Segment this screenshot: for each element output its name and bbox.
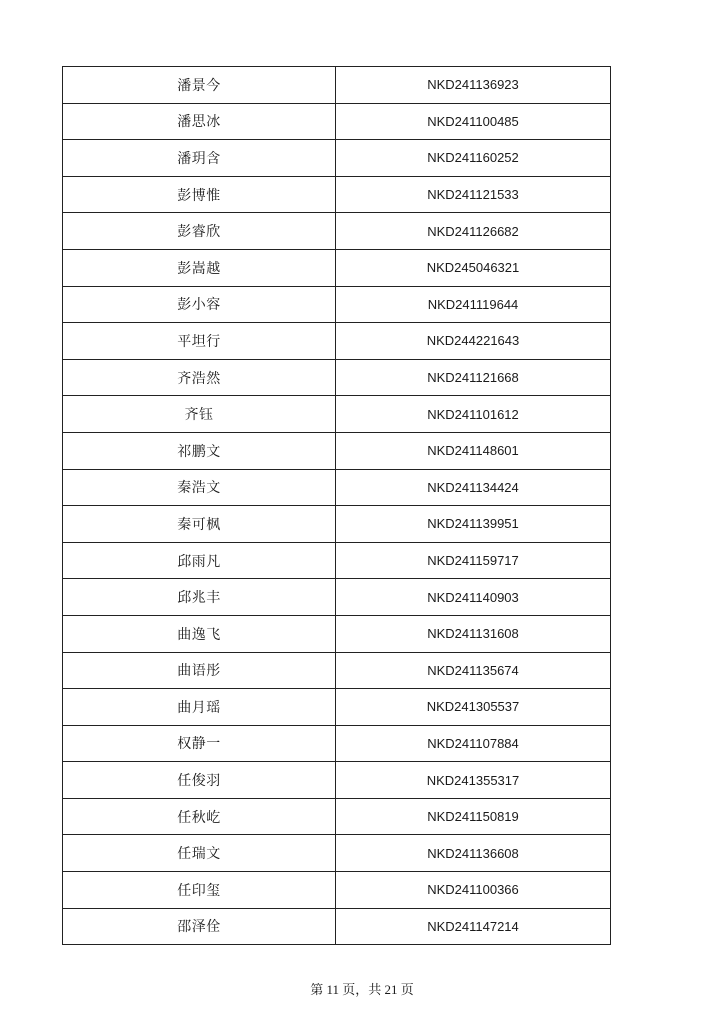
name-cell: 任秋屹: [63, 798, 336, 835]
id-cell: NKD241134424: [336, 469, 611, 506]
id-cell: NKD241100485: [336, 103, 611, 140]
name-cell: 任印玺: [63, 872, 336, 909]
table-row: [63, 615, 611, 652]
name-cell: 潘思冰: [63, 103, 336, 140]
table-row: [63, 762, 611, 799]
id-cell: NKD241160252: [336, 140, 611, 177]
name-cell: 邵泽佺: [63, 908, 336, 945]
id-cell: NKD241148601: [336, 432, 611, 469]
roster-table-body: [63, 67, 611, 945]
name-cell: 曲月瑶: [63, 689, 336, 726]
id-cell: NKD241119644: [336, 286, 611, 323]
name-cell: 平坦行: [63, 323, 336, 360]
id-cell: NKD241121668: [336, 359, 611, 396]
id-cell: NKD241147214: [336, 908, 611, 945]
table-row: [63, 872, 611, 909]
name-cell: 彭睿欣: [63, 213, 336, 250]
id-cell: NKD241126682: [336, 213, 611, 250]
table-row: [63, 652, 611, 689]
table-row: [63, 469, 611, 506]
table-row: [63, 432, 611, 469]
table-row: [63, 835, 611, 872]
id-cell: NKD241355317: [336, 762, 611, 799]
id-cell: NKD241107884: [336, 725, 611, 762]
roster-table: [62, 66, 611, 945]
name-cell: 秦可枫: [63, 506, 336, 543]
name-cell: 曲语彤: [63, 652, 336, 689]
id-cell: NKD241136608: [336, 835, 611, 872]
name-cell: 彭嵩越: [63, 249, 336, 286]
name-cell: 祁鹏文: [63, 432, 336, 469]
id-cell: NKD241135674: [336, 652, 611, 689]
id-cell: NKD241100366: [336, 872, 611, 909]
name-cell: 邱雨凡: [63, 542, 336, 579]
name-cell: 齐浩然: [63, 359, 336, 396]
id-cell: NKD241305537: [336, 689, 611, 726]
name-cell: 潘景今: [63, 67, 336, 104]
table-row: [63, 213, 611, 250]
name-cell: 彭小容: [63, 286, 336, 323]
name-cell: 齐钰: [63, 396, 336, 433]
table-row: [63, 67, 611, 104]
id-cell: NKD244221643: [336, 323, 611, 360]
name-cell: 彭博惟: [63, 176, 336, 213]
name-cell: 任俊羽: [63, 762, 336, 799]
table-row: [63, 908, 611, 945]
name-cell: 权静一: [63, 725, 336, 762]
table-row: [63, 359, 611, 396]
name-cell: 潘玥含: [63, 140, 336, 177]
name-cell: 任瑞文: [63, 835, 336, 872]
id-cell: NKD245046321: [336, 249, 611, 286]
table-row: [63, 579, 611, 616]
table-row: [63, 506, 611, 543]
name-cell: 邱兆丰: [63, 579, 336, 616]
table-row: [63, 689, 611, 726]
table-row: [63, 323, 611, 360]
id-cell: NKD241140903: [336, 579, 611, 616]
table-row: [63, 725, 611, 762]
name-cell: 曲逸飞: [63, 615, 336, 652]
id-cell: NKD241121533: [336, 176, 611, 213]
id-cell: NKD241150819: [336, 798, 611, 835]
table-row: [63, 396, 611, 433]
table-row: [63, 286, 611, 323]
table-row: [63, 176, 611, 213]
id-cell: NKD241159717: [336, 542, 611, 579]
page-number-footer: 第 11 页，共 21 页: [310, 982, 414, 997]
id-cell: NKD241136923: [336, 67, 611, 104]
id-cell: NKD241131608: [336, 615, 611, 652]
name-cell: 秦浩文: [63, 469, 336, 506]
table-row: [63, 798, 611, 835]
table-row: [63, 249, 611, 286]
table-row: [63, 542, 611, 579]
table-row: [63, 140, 611, 177]
id-cell: NKD241101612: [336, 396, 611, 433]
table-row: [63, 103, 611, 140]
id-cell: NKD241139951: [336, 506, 611, 543]
